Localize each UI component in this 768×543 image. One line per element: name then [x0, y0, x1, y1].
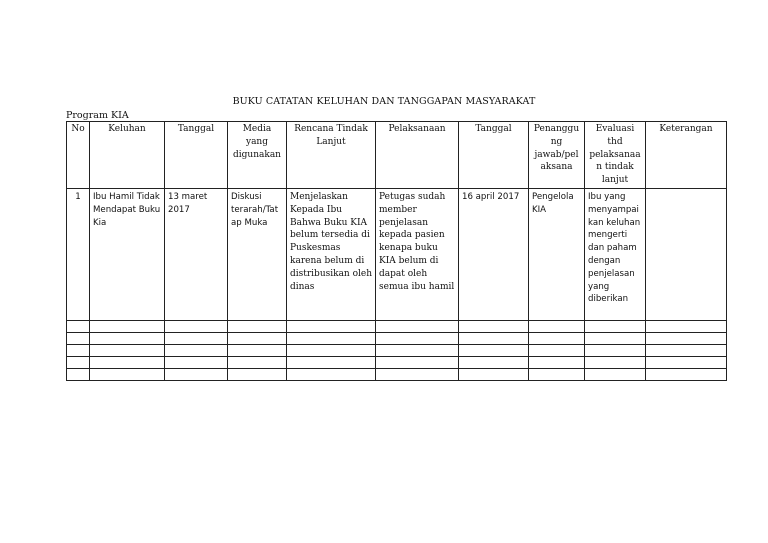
table-row-empty [67, 344, 727, 356]
empty-cell [376, 320, 459, 332]
empty-cell [646, 332, 727, 344]
empty-cell [90, 368, 165, 380]
cell-tanggal: 13 maret 2017 [165, 188, 228, 320]
empty-cell [585, 332, 646, 344]
header-media: Media yang digunakan [228, 122, 287, 189]
complaint-table [66, 121, 727, 381]
empty-cell [165, 356, 228, 368]
empty-cell [376, 356, 459, 368]
empty-cell [67, 356, 90, 368]
empty-cell [90, 356, 165, 368]
empty-cell [459, 344, 529, 356]
empty-cell [529, 332, 585, 344]
empty-cell [376, 344, 459, 356]
header-tanggal-2: Tanggal [459, 122, 529, 189]
cell-pelaksanaan: Petugas sudah member penjelasan kepada pasien kenapa buku KIA belum di dapat oleh semua ibu hamil [376, 188, 459, 320]
empty-cell [287, 320, 376, 332]
table-row-empty [67, 368, 727, 380]
cell-keluhan: Ibu Hamil Tidak Mendapat Buku Kia [90, 188, 165, 320]
empty-cell [228, 368, 287, 380]
table-row-empty [67, 356, 727, 368]
empty-cell [165, 332, 228, 344]
cell-media: Diskusi terarah/Tatap Muka [228, 188, 287, 320]
empty-cell [646, 320, 727, 332]
empty-cell [165, 368, 228, 380]
table-row-empty [67, 320, 727, 332]
program-label: Program KIA [66, 110, 129, 121]
empty-cell [459, 332, 529, 344]
empty-cell [585, 356, 646, 368]
empty-cell [165, 320, 228, 332]
empty-cell [228, 356, 287, 368]
header-keterangan: Keterangan [646, 122, 727, 189]
empty-cell [646, 368, 727, 380]
empty-cell [585, 368, 646, 380]
empty-cell [585, 344, 646, 356]
header-no: No [67, 122, 90, 189]
empty-cell [459, 356, 529, 368]
cell-keterangan [646, 188, 727, 320]
document-title: BUKU CATATAN KELUHAN DAN TANGGAPAN MASYARAKAT [232, 96, 536, 107]
header-pelaksanaan: Pelaksanaan [376, 122, 459, 189]
empty-cell [459, 368, 529, 380]
empty-cell [646, 344, 727, 356]
empty-cell [165, 344, 228, 356]
empty-cell [228, 332, 287, 344]
empty-cell [67, 368, 90, 380]
empty-cell [287, 368, 376, 380]
empty-cell [287, 344, 376, 356]
cell-rencana: Menjelaskan Kepada Ibu Bahwa Buku KIA belum tersedia di Puskesmas karena belum di distribusikan oleh dinas [287, 188, 376, 320]
header-penanggung-jawab: Penanggung jawab/pelaksana [529, 122, 585, 189]
empty-cell [90, 344, 165, 356]
header-keluhan: Keluhan [90, 122, 165, 189]
empty-cell [529, 320, 585, 332]
empty-cell [376, 368, 459, 380]
empty-cell [67, 344, 90, 356]
empty-cell [90, 332, 165, 344]
header-evaluasi: Evaluasi thd pelaksanaan tindak lanjut [585, 122, 646, 189]
empty-cell [228, 344, 287, 356]
header-rencana: Rencana Tindak Lanjut [287, 122, 376, 189]
header-tanggal: Tanggal [165, 122, 228, 189]
table-row [67, 188, 727, 320]
table-header-row [67, 122, 727, 189]
empty-cell [529, 368, 585, 380]
empty-cell [529, 356, 585, 368]
empty-cell [228, 320, 287, 332]
empty-cell [459, 320, 529, 332]
empty-cell [376, 332, 459, 344]
empty-cell [90, 320, 165, 332]
empty-cell [646, 356, 727, 368]
table-row-empty [67, 332, 727, 344]
empty-cell [67, 320, 90, 332]
cell-penanggung-jawab: Pengelola KIA [529, 188, 585, 320]
empty-cell [287, 356, 376, 368]
empty-cell [585, 320, 646, 332]
cell-tanggal-2: 16 april 2017 [459, 188, 529, 320]
empty-cell [287, 332, 376, 344]
cell-no: 1 [67, 188, 90, 320]
empty-cell [529, 344, 585, 356]
cell-evaluasi: Ibu yang menyampaikan keluhan mengerti dan paham dengan penjelasan yang diberikan [585, 188, 646, 320]
empty-cell [67, 332, 90, 344]
